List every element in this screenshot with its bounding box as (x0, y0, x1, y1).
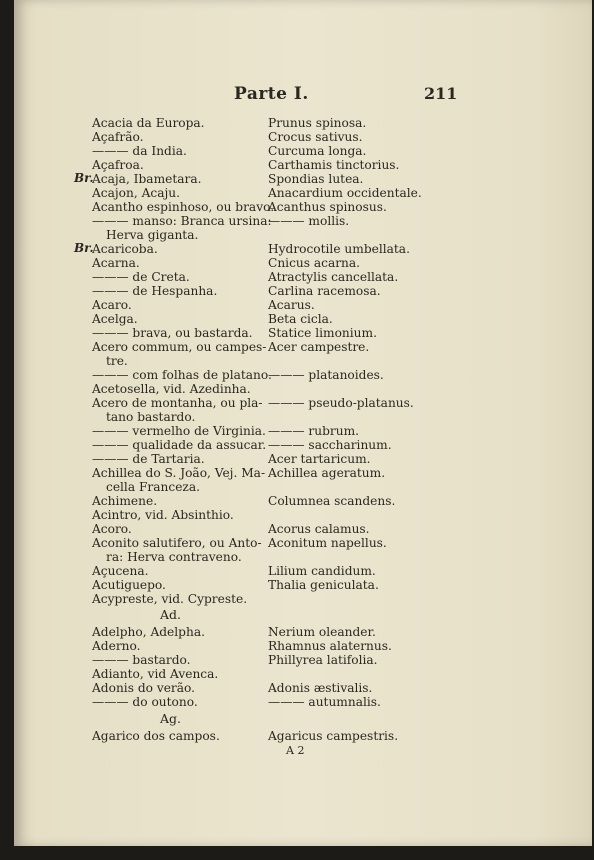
right-entry: Statice limonium. (268, 326, 377, 340)
left-entry: Acelga. (92, 312, 138, 326)
right-entry: Cnicus acarna. (268, 256, 361, 270)
left-entry: Adelpho, Adelpha. (92, 625, 205, 639)
left-entry: ——— de Tartaria. (92, 452, 205, 466)
left-entry: ——— bastardo. (92, 653, 191, 667)
left-entry: Acoro. (92, 522, 132, 536)
right-entry: Achillea ageratum. (268, 466, 386, 480)
left-entry: ——— vermelho de Virginia. (92, 424, 266, 438)
right-entry: Crocus sativus. (268, 130, 363, 144)
left-entry: Acantho espinhoso, ou bravo. (92, 200, 275, 214)
right-entry: ——— autumnalis. (268, 695, 381, 709)
left-entry: ——— qualidade da assucar. (92, 438, 267, 452)
right-entry: Hydrocotile umbellata. (268, 242, 410, 256)
left-entry: ——— brava, ou bastarda. (92, 326, 253, 340)
right-entry: Nerium oleander. (268, 625, 376, 639)
left-entry: cella Franceza. (106, 480, 200, 494)
left-entry: Acetosella, vid. Azedinha. (92, 382, 251, 396)
right-entry: Adonis æstivalis. (268, 681, 373, 695)
left-entry: ——— de Hespanha. (92, 284, 218, 298)
right-entry: Rhamnus alaternus. (268, 639, 392, 653)
book-page (14, 0, 592, 846)
right-entry: Columnea scandens. (268, 494, 396, 508)
right-entry: Carlina racemosa. (268, 284, 381, 298)
page-header (14, 84, 592, 106)
right-entry: ——— platanoides. (268, 368, 384, 382)
right-entry: Acanthus spinosus. (268, 200, 387, 214)
left-entry: Herva giganta. (106, 228, 199, 242)
right-entry: ——— saccharinum. (268, 438, 392, 452)
left-entry: Acaro. (92, 298, 132, 312)
left-entry: Acajon, Acaju. (92, 186, 181, 200)
left-entry: tre. (106, 354, 128, 368)
right-entry: Spondias lutea. (268, 172, 364, 186)
left-entry: Acarna. (92, 256, 140, 270)
left-entry: Adianto, vid Avenca. (92, 667, 219, 681)
right-entry: Acer tartaricum. (268, 452, 371, 466)
left-entry: ——— da India. (92, 144, 187, 158)
section-heading: Ag. (160, 711, 182, 726)
right-entry: Prunus spinosa. (268, 116, 367, 130)
left-entry: ——— com folhas de platano. (92, 368, 272, 382)
right-entry: Acer campestre. (268, 340, 370, 354)
right-entry: Curcuma longa. (268, 144, 367, 158)
left-entry: tano bastardo. (106, 410, 196, 424)
left-entry: Açafrão. (92, 130, 144, 144)
page-number: 211 (424, 84, 458, 103)
left-entry: Acero commum, ou campes- (92, 340, 267, 354)
left-entry: ——— manso: Branca ursina: (92, 214, 272, 228)
left-entry: Agarico dos campos. (92, 729, 220, 743)
left-entry: Aconito salutifero, ou Anto- (92, 536, 262, 550)
left-entry: Achimene. (92, 494, 158, 508)
right-entry: Acorus calamus. (268, 522, 370, 536)
left-entry: Acacia da Europa. (92, 116, 205, 130)
left-entry: Açafroa. (92, 158, 144, 172)
left-entry: ra: Herva contraveno. (106, 550, 242, 564)
right-entry: Thalia geniculata. (268, 578, 379, 592)
left-entry: Acutiguepo. (92, 578, 166, 592)
left-entry: Aderno. (92, 639, 141, 653)
margin-tag: Br. (74, 241, 94, 255)
margin-tag: Br. (74, 171, 94, 185)
left-entry: Acero de montanha, ou pla- (92, 396, 263, 410)
left-entry: Acaricoba. (92, 242, 158, 256)
left-entry: Achillea do S. João, Vej. Ma- (92, 466, 266, 480)
right-entry: Lilium candidum. (268, 564, 376, 578)
right-entry: ——— pseudo-platanus. (268, 396, 414, 410)
right-entry: Acarus. (268, 298, 315, 312)
page-title: Parte I. (234, 84, 309, 104)
left-entry: Acintro, vid. Absinthio. (92, 508, 234, 522)
left-entry: Acaja, Ibametara. (92, 172, 202, 186)
right-entry: Atractylis cancellata. (268, 270, 399, 284)
left-entry: ——— de Creta. (92, 270, 190, 284)
left-entry: Açucena. (92, 564, 149, 578)
right-entry: Carthamis tinctorius. (268, 158, 400, 172)
right-entry: Aconitum napellus. (268, 536, 387, 550)
right-entry: Phillyrea latifolia. (268, 653, 378, 667)
left-entry: ——— do outono. (92, 695, 198, 709)
right-entry: ——— rubrum. (268, 424, 360, 438)
left-entry: Acypreste, vid. Cypreste. (92, 592, 248, 606)
right-entry: ——— mollis. (268, 214, 350, 228)
section-heading: Ad. (160, 607, 182, 622)
right-entry: Anacardium occidentale. (268, 186, 422, 200)
right-entry: Beta cicla. (268, 312, 333, 326)
signature-mark: A 2 (286, 744, 305, 757)
left-entry: Adonis do verão. (92, 681, 196, 695)
right-entry: Agaricus campestris. (268, 729, 399, 743)
